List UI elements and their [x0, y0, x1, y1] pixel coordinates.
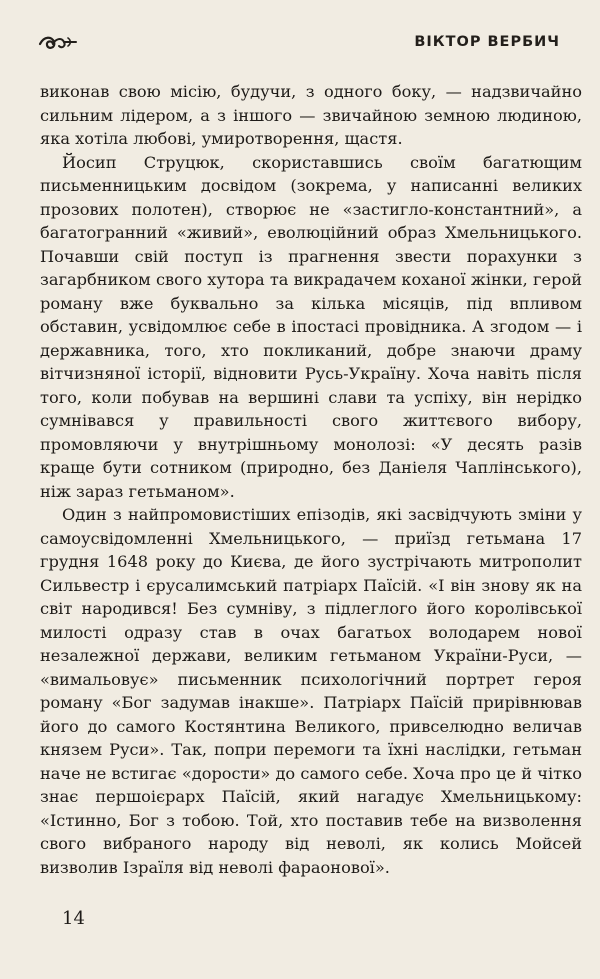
- page-number: 14: [62, 908, 85, 929]
- running-head-author: ВІКТОР ВЕРБИЧ: [414, 34, 560, 50]
- swirl-ornament-icon: [38, 32, 78, 54]
- running-header: [0, 28, 600, 64]
- paragraph-3: Один з найпромовистіших епізодів, які засвідчують зміни у самоусвідомленні Хмельницького, — приїзд гетьмана 17 грудня 1648 року до Києва, де його зустрічають митрополит Сильвестр і єрусалимський патріарх Паїсій. «І він знову як на світ народився! Без сумніву, з підлеглого його королівської милості одразу став в очах багатьох володарем нової незалежної держави, великим гетьманом України-Руси, — «вимальовує» письменник психологічний портрет героя роману «Бог задумав інакше». Патріарх Паїсій прирівнював його до самого Костянтина Великого, привселюдно величав князем Руси». Так, попри перемоги та їхні наслідки, гетьман наче не встигає «дорости» до самого себе. Хоча про це й чітко знає першоієрарх Паїсій, який нагадує Хмельницькому: «Істинно, Бог з тобою. Той, хто поставив тебе на визволення свого вибраного народу від неволі, як колись Мойсей визволив Ізраїля від неволі фараонової».: [40, 505, 582, 877]
- paragraph-2: Йосип Струцюк, скориставшись своїм багатющим письменницьким досвідом (зокрема, у написанні великих прозових полотен), створює не «застигло-константний», а багатогранний «живий», еволюційний образ Хмельницького. Почавши свій поступ із прагнення звести порахунки з загарбником свого хутора та викрадачем коханої жінки, герой роману вже буквально за кілька місяців, під впливом обставин, усвідомлює себе в іпостасі провідника. А згодом — і державника, того, хто покликаний, добре знаючи драму вітчизняної історії, відновити Русь-Україну. Хоча навіть після того, коли побував на вершині слави та успіху, він нерідко сумнівався у правильності свого життєвого вибору, промовляючи у внутрішньому монолозі: «У десять разів краще бути сотником (природно, без Даніеля Чаплінського), ніж зараз гетьманом».: [40, 152, 582, 501]
- body-text: [40, 80, 582, 879]
- paragraph-1: виконав свою місію, будучи, з одного боку, — надзвичайно сильним лідером, а з іншого — звичайною земною людиною, яка хотіла любові, умиротворення, щастя.: [40, 82, 582, 148]
